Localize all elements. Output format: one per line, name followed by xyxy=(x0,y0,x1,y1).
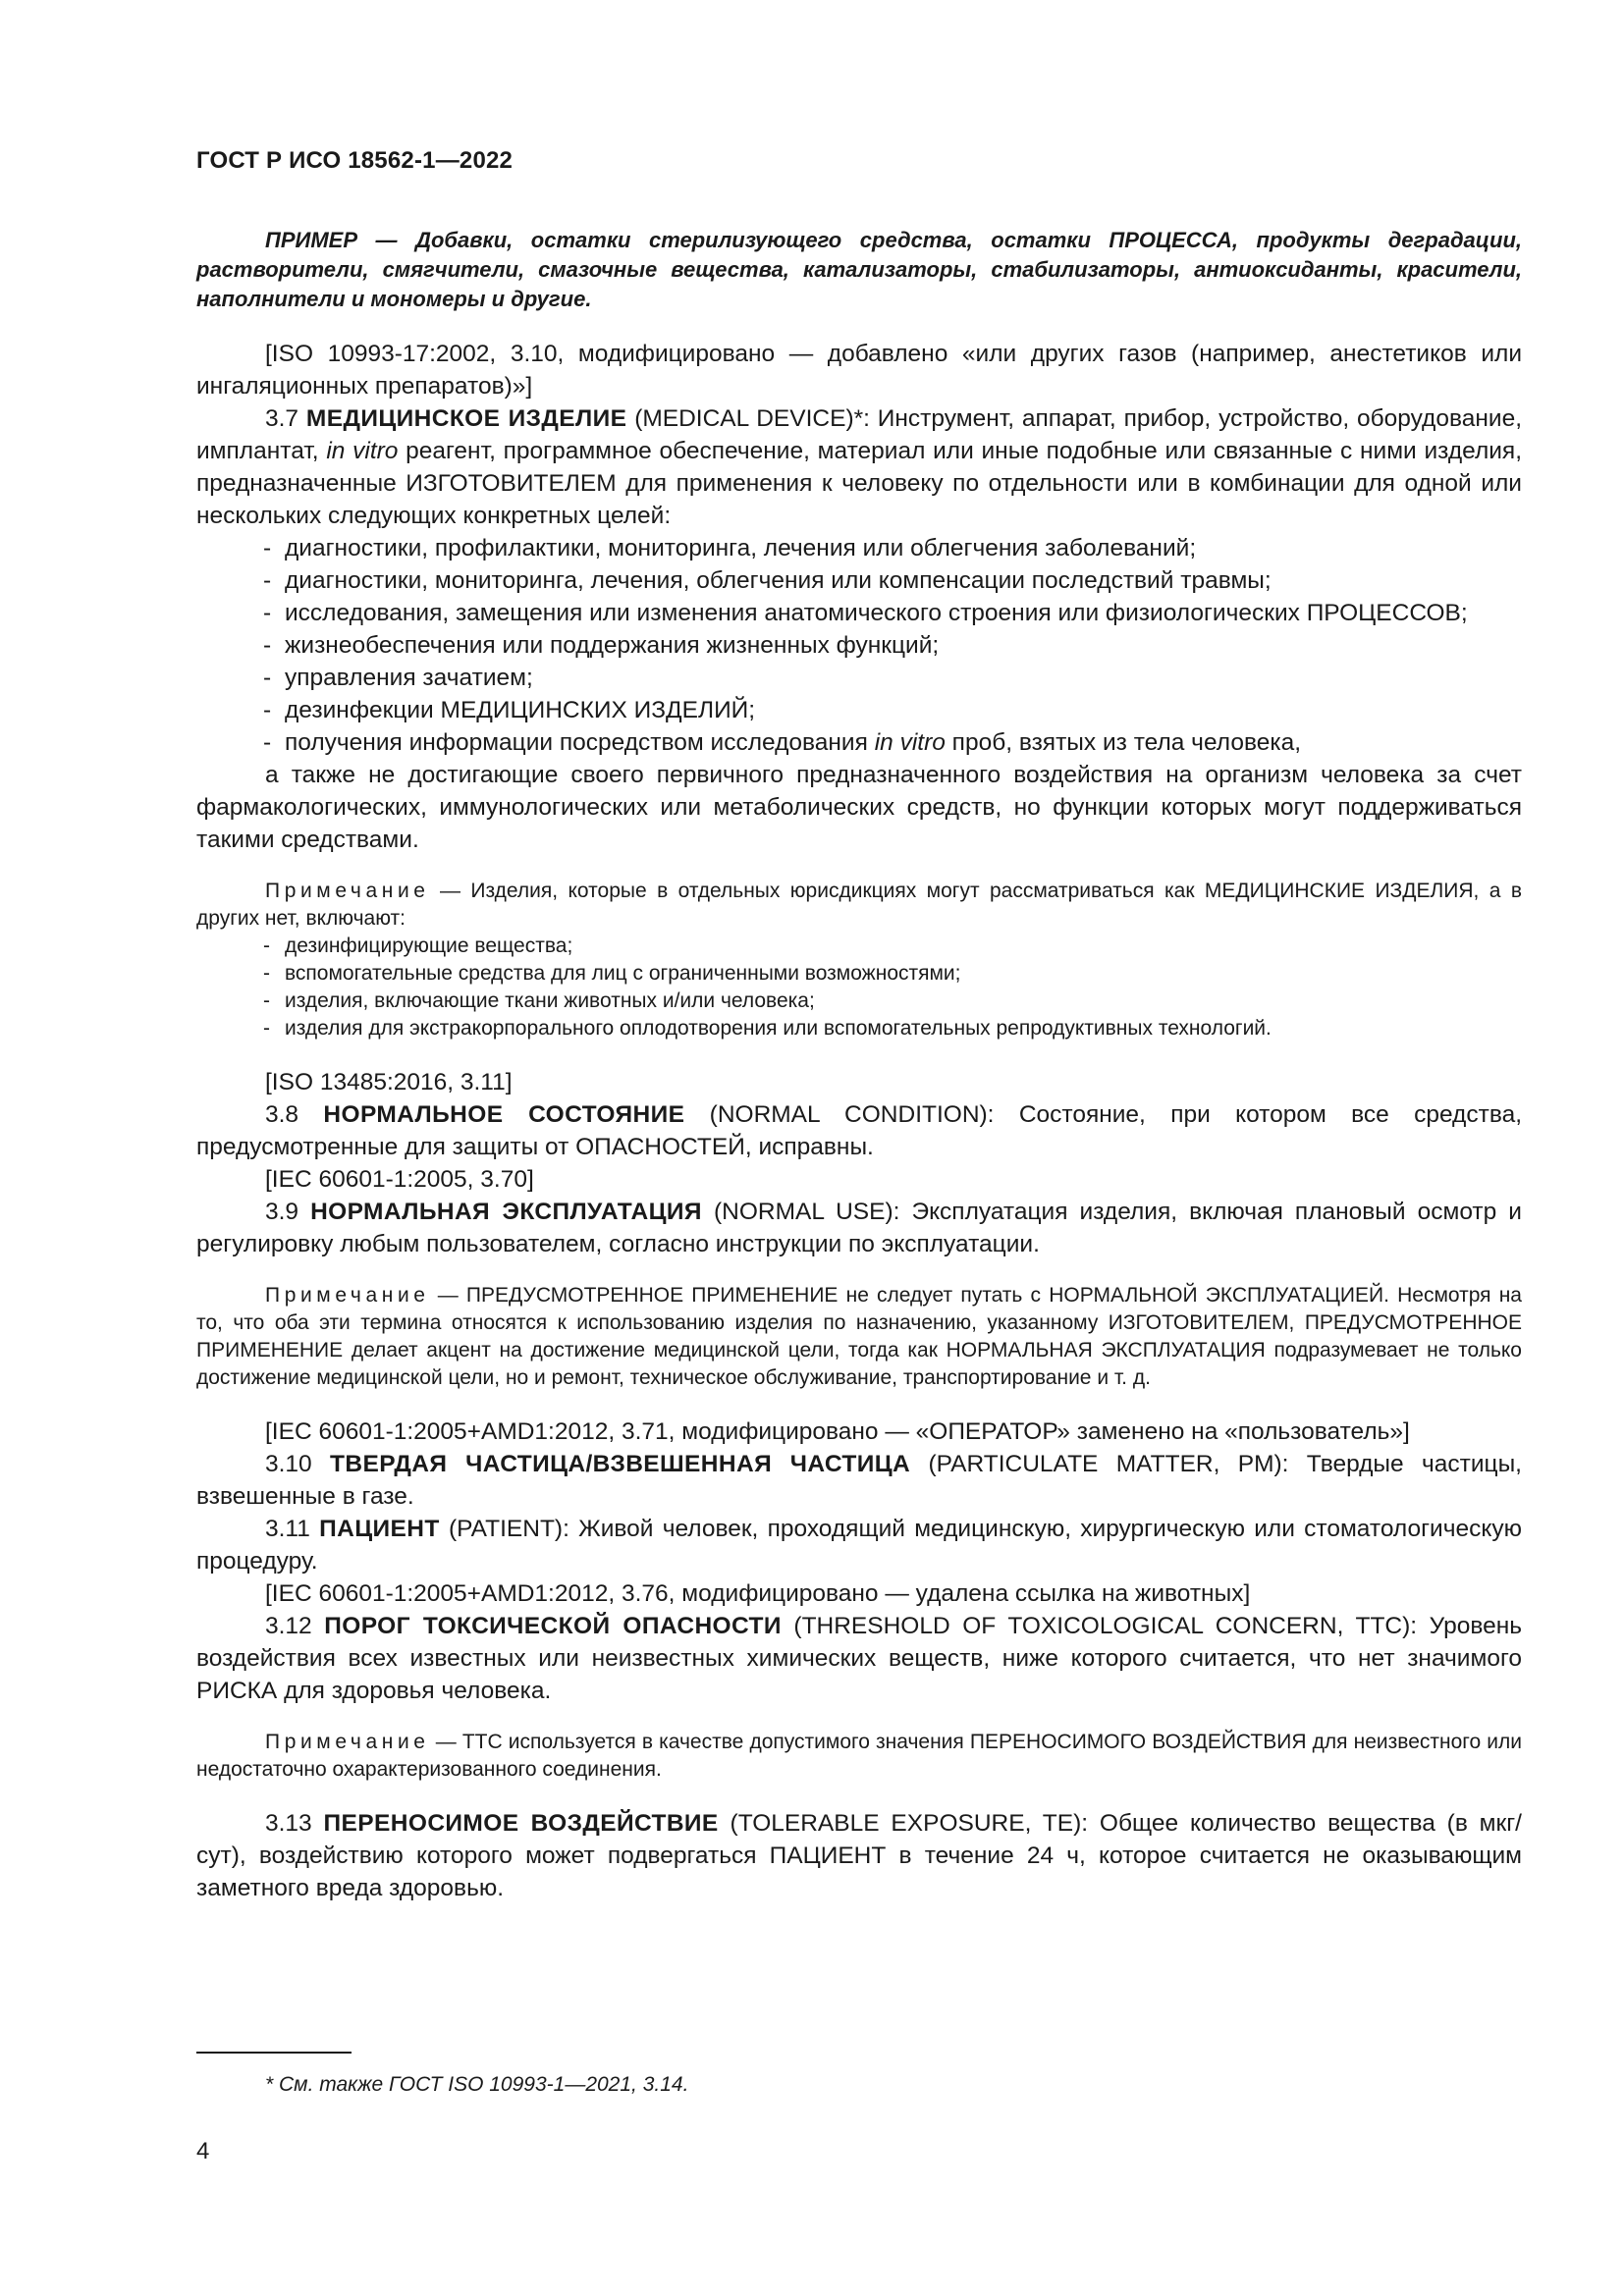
term-3-9: 3.9 НОРМАЛЬНАЯ ЭКСПЛУАТАЦИЯ (NORMAL USE): Эксплуатация изделия, включая плановый осмотр и регулировку любым пользователем, согласно инструкции по эксплуатации. xyxy=(196,1199,1522,1257)
term-title: ПОРОГ ТОКСИЧЕСКОЙ ОПАСНОСТИ xyxy=(324,1613,782,1639)
note-label: Примечание xyxy=(265,880,430,902)
note: Примечание — TTC используется в качестве допустимого значения ПЕРЕНОСИМОГО ВОЗДЕЙСТВИЯ для неизвестного или недостаточно охарактеризованного соединения. xyxy=(196,1731,1522,1781)
page-number: 4 xyxy=(196,2138,210,2164)
citation: [ISO 10993-17:2002, 3.10, модифицировано — добавлено «или других газов (например, анестетиков или ингаляционных препаратов)»] xyxy=(196,341,1522,400)
footnote-rule xyxy=(196,2052,352,2054)
list-item: - исследования, замещения или изменения анатомического строения или физиологических ПРОЦЕССОВ; xyxy=(263,600,1468,626)
term-title: ПАЦИЕНТ xyxy=(319,1516,440,1542)
note-label: Примечание xyxy=(265,1284,430,1307)
term-title: НОРМАЛЬНОЕ СОСТОЯНИЕ xyxy=(323,1101,685,1128)
list-item: - диагностики, профилактики, мониторинга, лечения или облегчения заболеваний; xyxy=(263,535,1197,561)
example-paragraph: ПРИМЕР — Добавки, остатки стерилизующего средства, остатки ПРОЦЕССА, продукты деградации, растворители, смягчители, смазочные вещества, катализаторы, стабилизаторы, антиоксиданты, красители, наполнители и мономеры и другие. xyxy=(196,228,1522,311)
note: Примечание — ПРЕДУСМОТРЕННОЕ ПРИМЕНЕНИЕ не следует путать с НОРМАЛЬНОЙ ЭКСПЛУАТАЦИЕЙ. Несмотря на то, что оба эти термина относятся к использованию изделия по назначению, указанному ИЗГОТОВИТЕЛЕМ, ПРЕДУСМОТРЕННОЕ ПРИМЕНЕНИЕ делает акцент на достижение медицинской цели, тогда как НОРМАЛЬНАЯ ЭКСПЛУАТАЦИЯ подразумевает не только достижение медицинской цели, но и ремонт, техническое обслуживание, транспортирование и т. д. xyxy=(196,1284,1522,1389)
citation: [ISO 13485:2016, 3.11] xyxy=(265,1069,513,1095)
term-title: ТВЕРДАЯ ЧАСТИЦА/ВЗВЕШЕННАЯ ЧАСТИЦА xyxy=(330,1451,911,1477)
list-item: - жизнеобеспечения или поддержания жизненных функций; xyxy=(263,632,940,659)
list-item: - дезинфекции МЕДИЦИНСКИХ ИЗДЕЛИЙ; xyxy=(263,697,756,723)
in-vitro-text: in vitro xyxy=(326,438,399,464)
paragraph: а также не достигающие своего первичного предназначенного воздействия на организм человека за счет фармакологических, иммунологических или метаболических средств, но функции которых могут поддерживаться такими средствами. xyxy=(196,762,1522,853)
document-page xyxy=(196,147,1522,1904)
note-label: Примечание xyxy=(265,1731,430,1753)
term-number: 3.7 xyxy=(265,405,299,432)
term-definition-start: (MEDICAL DEVICE)*: Инструмент, аппарат, прибор, устройство, оборудование, имплантат, xyxy=(196,405,1522,464)
term-title: ПЕРЕНОСИМОЕ ВОЗДЕЙСТВИЕ xyxy=(323,1810,719,1837)
document-header: ГОСТ Р ИСО 18562-1—2022 xyxy=(196,147,514,174)
term-title: НОРМАЛЬНАЯ ЭКСПЛУАТАЦИЯ xyxy=(310,1199,702,1225)
note-list-item: - дезинфицирующие вещества; xyxy=(263,934,573,957)
term-3-12: 3.12 ПОРОГ ТОКСИЧЕСКОЙ ОПАСНОСТИ (THRESHOLD OF TOXICOLOGICAL CONCERN, TTC): Уровень воздействия всех известных или неизвестных химических веществ, ниже которого считается, что нет значимого РИСКА для здоровья человека. xyxy=(196,1613,1522,1704)
term-definition: реагент, программное обеспечение, материал или иные подобные или связанные с ними изделия, предназначенные ИЗГОТОВИТЕЛЕМ для применения к человеку по отдельности или в комбинации для одной или нескольких следующих конкретных целей: xyxy=(196,438,1522,529)
term-3-7 xyxy=(196,402,1522,532)
term-3-13: 3.13 ПЕРЕНОСИМОЕ ВОЗДЕЙСТВИЕ (TOLERABLE EXPOSURE, TE): Общее количество вещества (в мкг/сут), воздействию которого может подвергаться ПАЦИЕНТ в течение 24 ч, которое считается не оказывающим заметного вреда здоровью. xyxy=(196,1810,1522,1901)
note-list-item: - изделия, включающие ткани животных и/или человека; xyxy=(263,989,815,1012)
in-vitro-text: in vitro xyxy=(874,729,946,756)
note-list-item: - вспомогательные средства для лиц с ограниченными возможностями; xyxy=(263,962,961,985)
note-list-item: - изделия для экстракорпорального оплодотворения или вспомогательных репродуктивных технологий. xyxy=(263,1017,1272,1040)
body-text xyxy=(196,338,1522,1904)
term-title: МЕДИЦИНСКОЕ ИЗДЕЛИЕ xyxy=(305,405,627,432)
term-3-8: 3.8 НОРМАЛЬНОЕ СОСТОЯНИЕ (NORMAL CONDITION): Состояние, при котором все средства, предусмотренные для защиты от ОПАСНОСТЕЙ, исправны. xyxy=(196,1101,1522,1160)
citation: [IEC 60601-1:2005, 3.70] xyxy=(265,1166,534,1193)
note: Примечание — Изделия, которые в отдельных юрисдикциях могут рассматриваться как МЕДИЦИНСКИЕ ИЗДЕЛИЯ, а в других нет, включают: - дезинфицирующие вещества; - вспомогательные средства для лиц с ограниченными возможностями; - изделия, включающие ткани животных и/или человека; - изделия для экстракорпорального оплодотворения или вспомогательных репродуктивных технологий. xyxy=(196,878,1522,1042)
footnote: * См. также ГОСТ ISO 10993-1—2021, 3.14. xyxy=(265,2073,689,2096)
citation: [IEC 60601-1:2005+AMD1:2012, 3.71, модифицировано — «ОПЕРАТОР» заменено на «пользователь»] xyxy=(265,1418,1410,1445)
list-item: - получения информации посредством исследования in vitro проб, взятых из тела человека, xyxy=(263,729,1302,756)
citation: [IEC 60601-1:2005+AMD1:2012, 3.76, модифицировано — удалена ссылка на животных] xyxy=(265,1580,1251,1607)
term-3-10: 3.10 ТВЕРДАЯ ЧАСТИЦА/ВЗВЕШЕННАЯ ЧАСТИЦА (PARTICULATE MATTER, PM): Твердые частицы, взвешенные в газе. xyxy=(196,1451,1522,1510)
term-3-11: 3.11 ПАЦИЕНТ (PATIENT): Живой человек, проходящий медицинскую, хирургическую или стоматологическую процедуру. xyxy=(196,1516,1523,1575)
list-item: - диагностики, мониторинга, лечения, облегчения или компенсации последствий травмы; xyxy=(263,567,1272,594)
list-item: - управления зачатием; xyxy=(263,665,533,691)
